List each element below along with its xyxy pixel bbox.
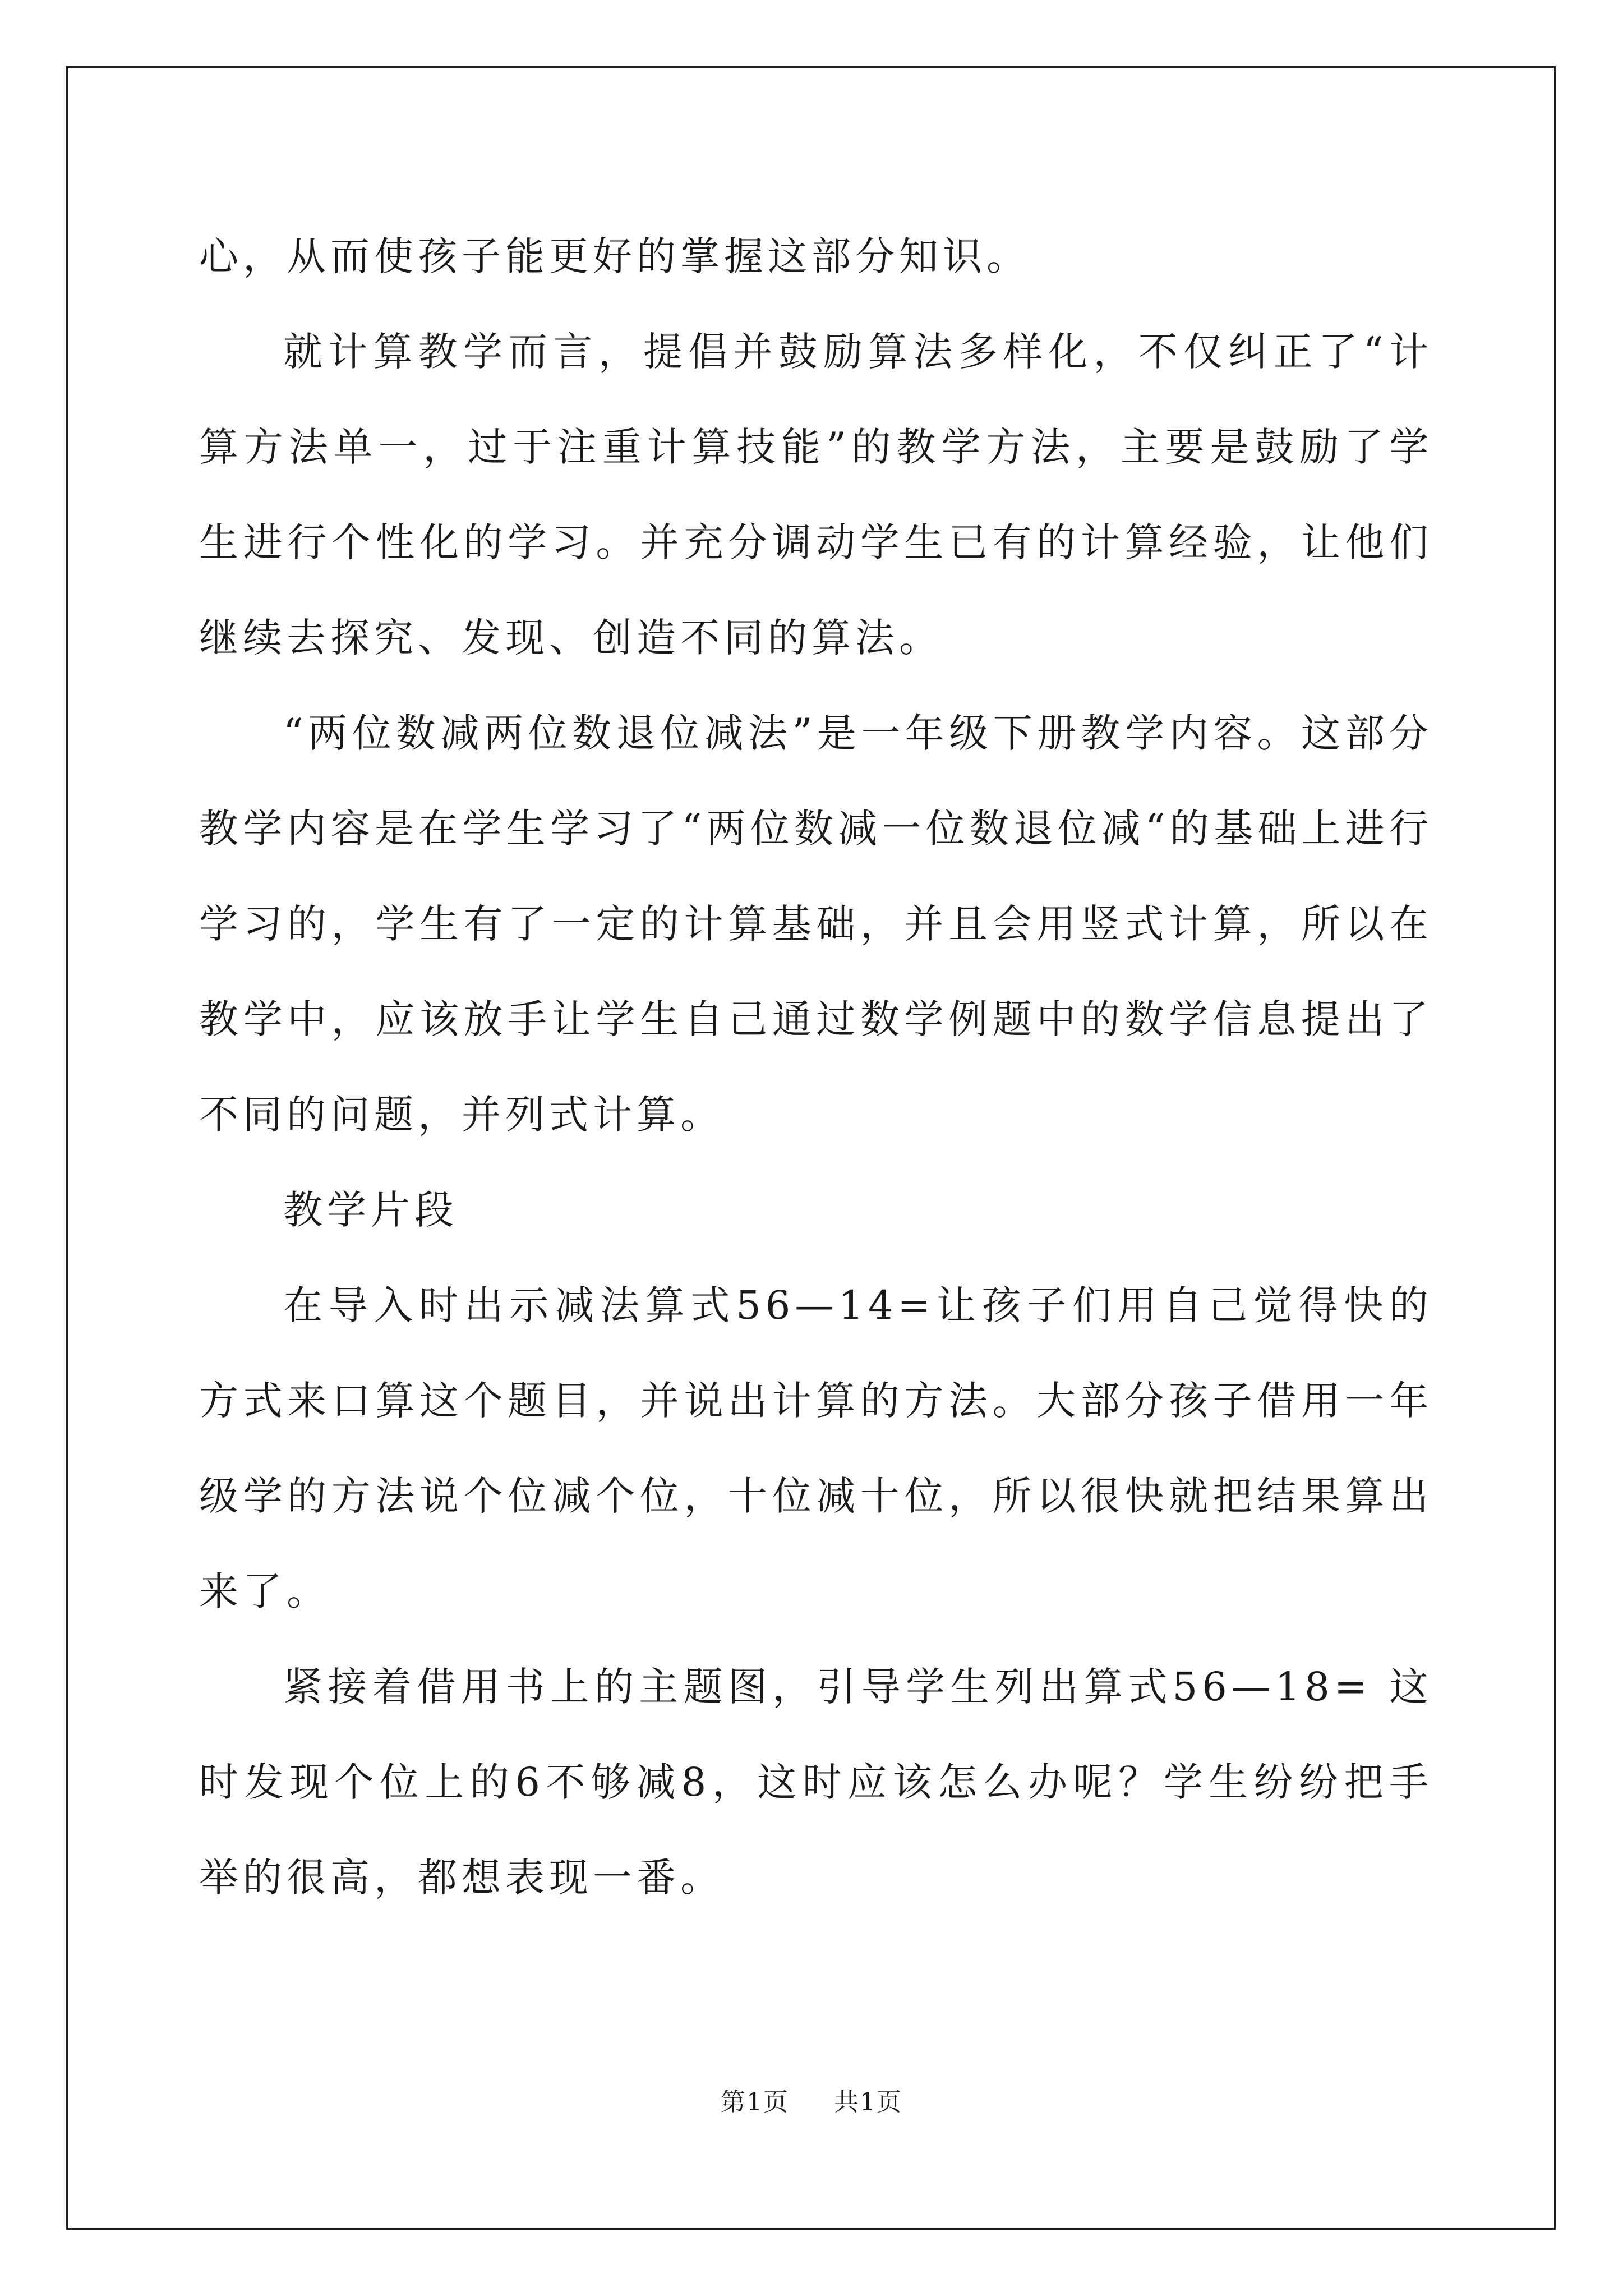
page-total: 共1页 xyxy=(834,2088,902,2116)
page-footer xyxy=(0,2086,1623,2119)
paragraph-4-heading: 教学片段 xyxy=(283,1187,458,1233)
paragraph-1: 心，从而使孩子能更好的掌握这部分知识。 xyxy=(199,233,1030,279)
paragraph-6: 紧接着借用书上的主题图，引导学生列出算式56—18= 这时发现个位上的6不够减8，这时应该怎么办呢？学生纷纷把手举的很高，都想表现一番。 xyxy=(199,1664,1433,1901)
page-number: 第1页 xyxy=(721,2088,789,2116)
paragraph-5: 在导入时出示减法算式56—14=让孩子们用自己觉得快的方式来口算这个题目，并说出计算的方法。大部分孩子借用一年级学的方法说个位减个位，十位减十位，所以很快就把结果算出来了。 xyxy=(199,1282,1433,1614)
document-body xyxy=(199,209,1433,1925)
paragraph-2: 就计算教学而言，提倡并鼓励算法多样化，不仅纠正了“计算方法单一，过于注重计算技能”的教学方法，主要是鼓励了学生进行个性化的学习。并充分调动学生已有的计算经验，让他们继续去探究、发现、创造不同的算法。 xyxy=(199,329,1433,661)
paragraph-3: “两位数减两位数退位减法”是一年级下册教学内容。这部分教学内容是在学生学习了“两位数减一位数退位减“的基础上进行学习的，学生有了一定的计算基础，并且会用竖式计算，所以在教学中，应该放手让学生自己通过数学例题中的数学信息提出了不同的问题，并列式计算。 xyxy=(199,710,1433,1138)
